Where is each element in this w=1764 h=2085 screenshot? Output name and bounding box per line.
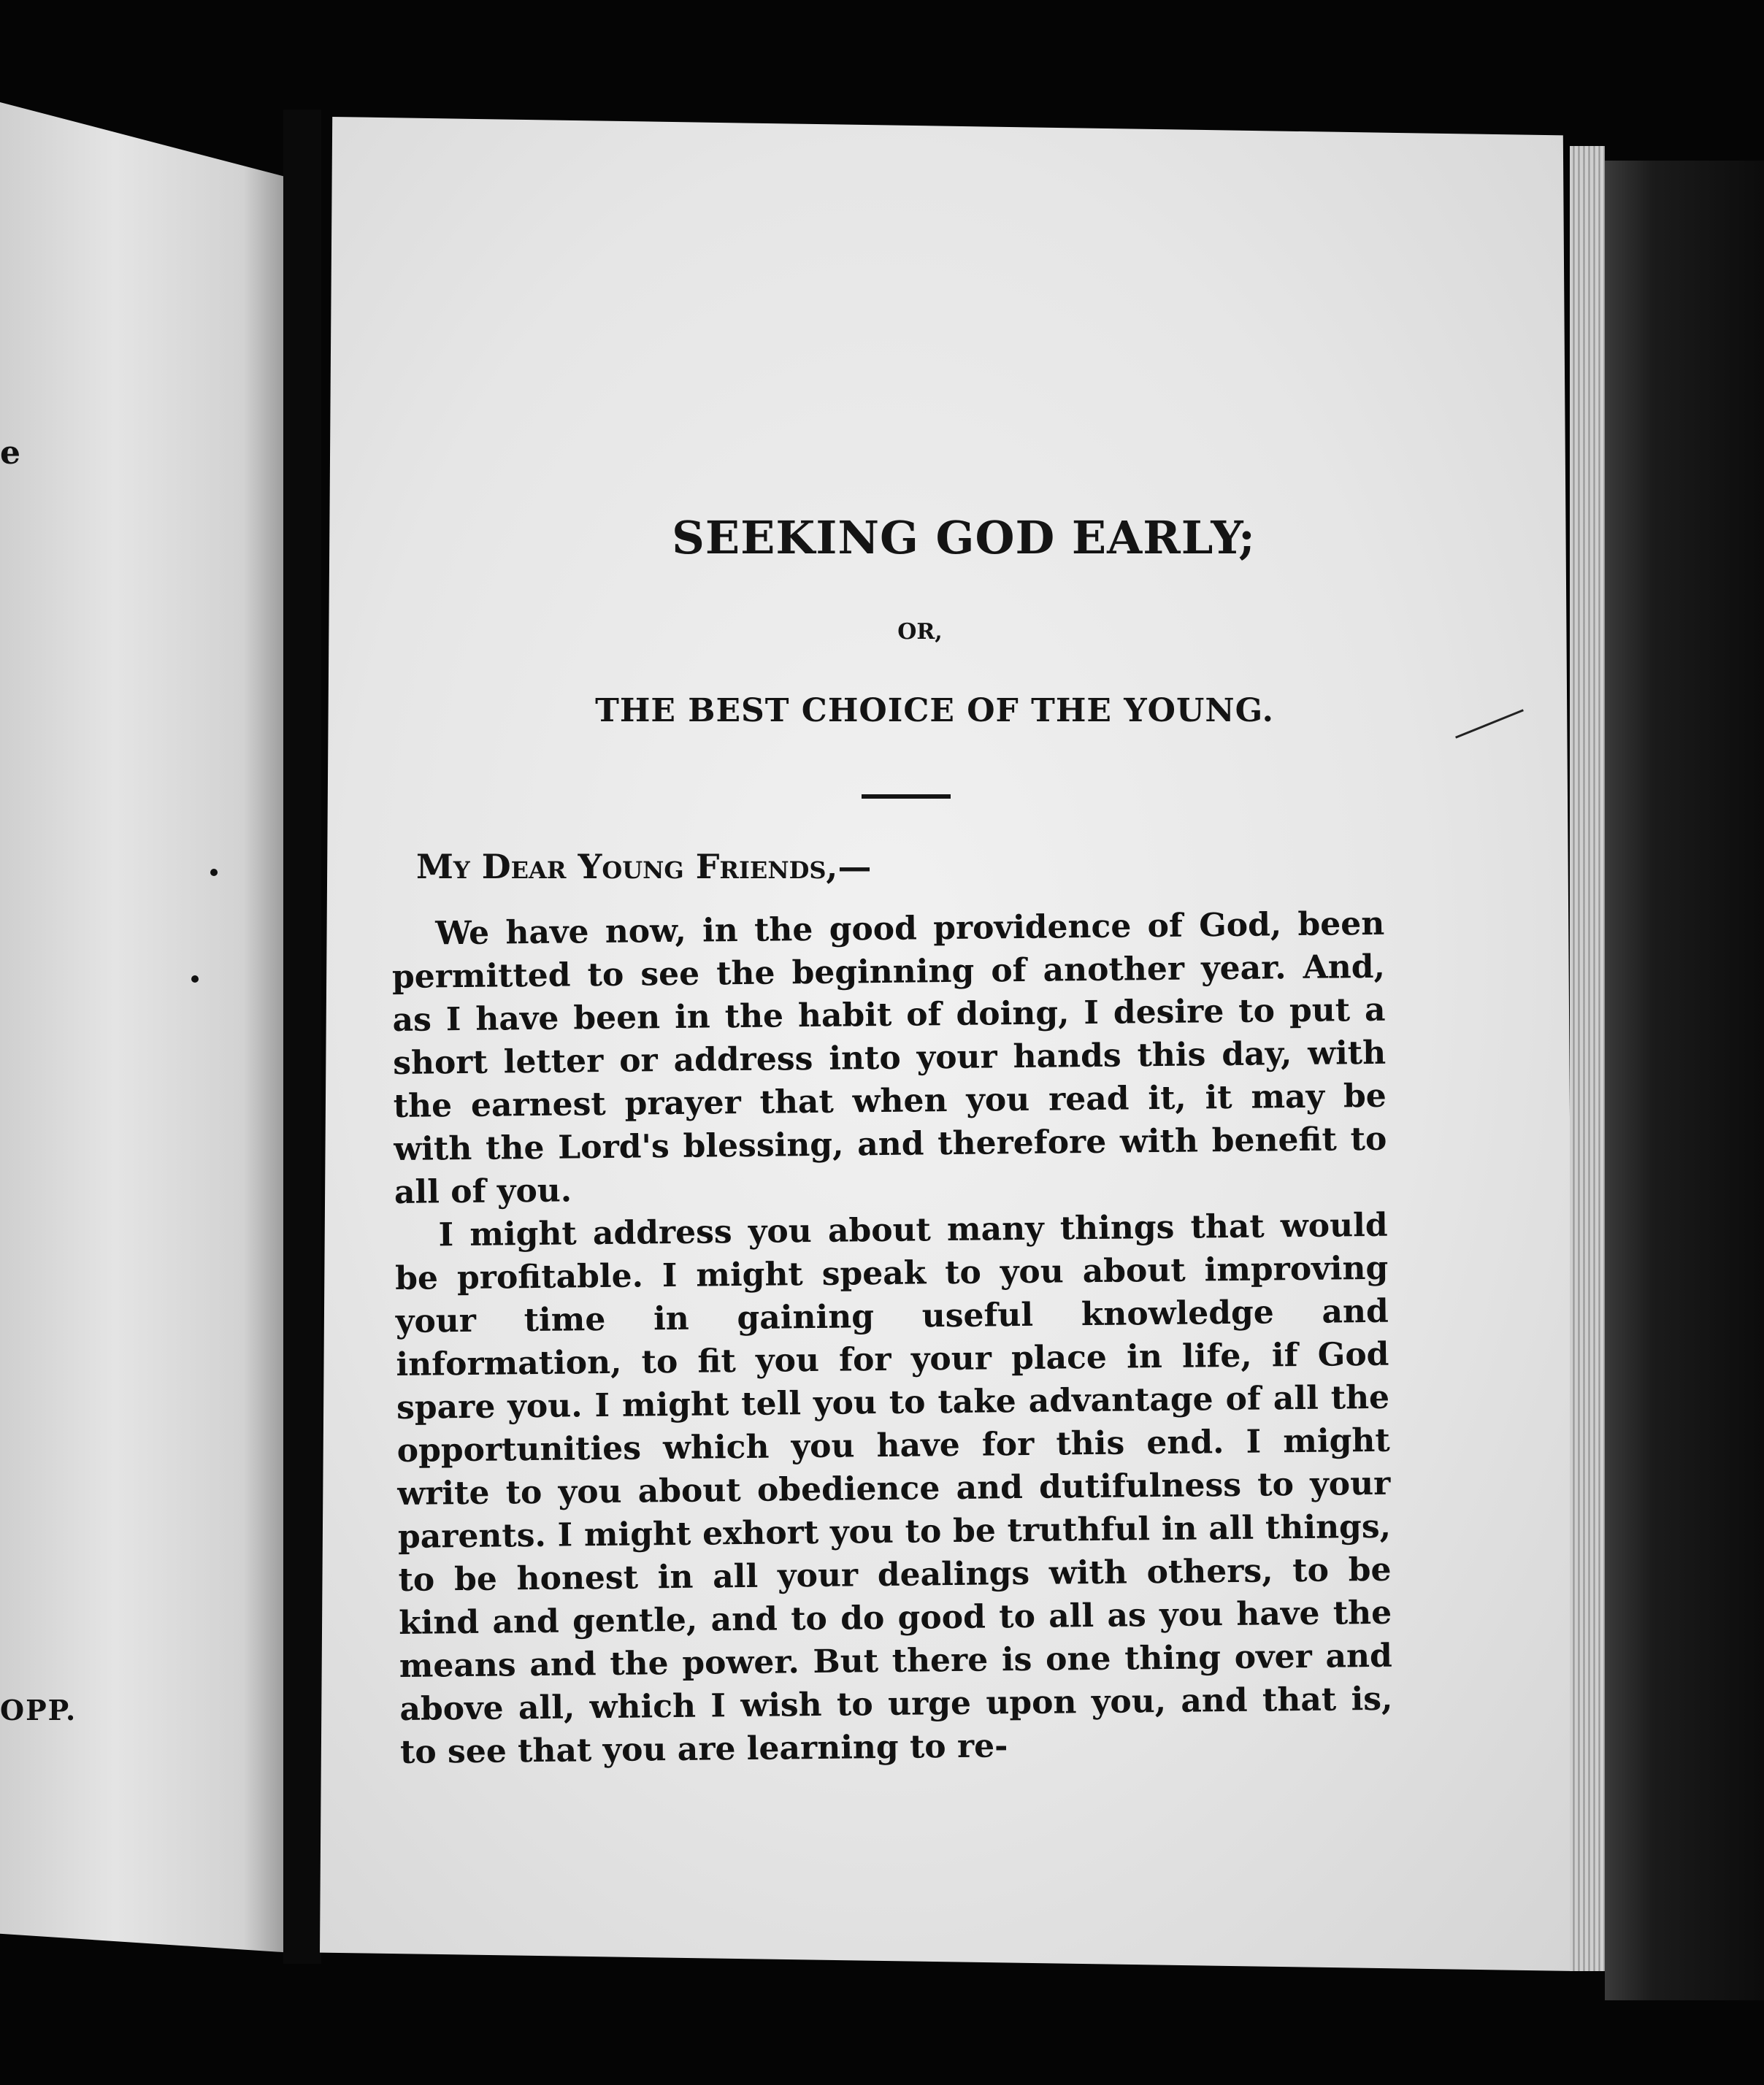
left-page (0, 102, 286, 1971)
book-gutter (283, 110, 321, 1964)
letter-body (391, 902, 1393, 1774)
page-edges (1570, 146, 1605, 1971)
salutation: My Dear Young Friends,— (416, 847, 872, 886)
title-conjunction: OR, (897, 619, 943, 645)
margin-dot (191, 975, 199, 983)
margin-dot (210, 869, 218, 876)
page-title: SEEKING GOD EARLY; (672, 511, 1256, 564)
book-cover-edge (1605, 161, 1764, 2000)
left-page-text-fragment: OPP. (0, 1694, 77, 1727)
paragraph: We have now, in the good providence of God, been permitted to see the beginning of another year. And, as I have been in the habit of doing, I desire to put a short letter or address into your hands this day, with the earnest prayer that when you read it, it may be with the Lord's blessing, and therefore with benefit to all of you. (391, 905, 1387, 1211)
page-subtitle: THE BEST CHOICE OF THE YOUNG. (595, 692, 1274, 729)
title-rule (862, 794, 951, 799)
paragraph: I might address you about many things that would be profitable. I might speak to you about improving your time in gaining useful knowledge and information, to fit you for your place in life, if God spare you. I might tell you to take advantage of all the opportunities which you have for this end. I might write to you about obedience and dutifulness to your parents. I might exhort you to be truthful in all things, to be honest in all your dealings with others, to be kind and gentle, and to do good to all as you have the means and the power. But there is one thing over and above all, which I wish to urge upon you, and that is, to see that you are learning to re- (394, 1206, 1393, 1771)
left-page-text-fragment: e (0, 434, 20, 472)
